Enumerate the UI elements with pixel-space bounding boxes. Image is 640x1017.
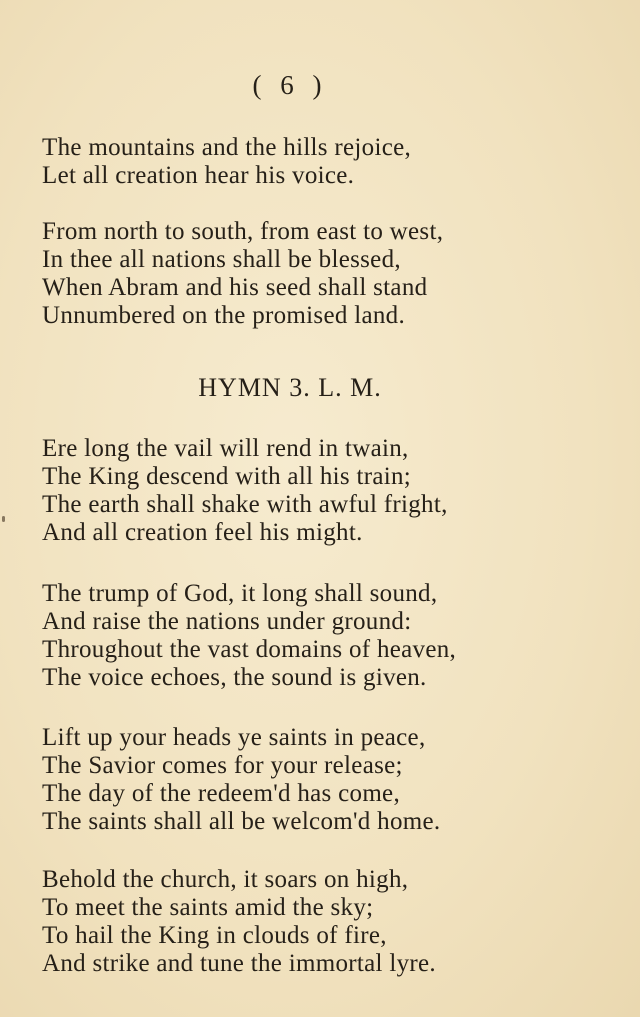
page-number: ( 6 ) [252,70,328,100]
verse-line: The earth shall shake with awful fright, [42,491,448,518]
verse-line: The voice echoes, the sound is given. [42,664,427,691]
hymn-title: HYMN 3. L. M. [198,373,382,402]
verse-line: When Abram and his seed shall stand [42,274,428,301]
verse-line: The trump of God, it long shall sound, [42,580,438,607]
verse-line: The mountains and the hills rejoice, [42,134,412,161]
hymn-stanza-3 [42,724,440,836]
verse-line: And all creation feel his might. [42,519,363,546]
verse-line: The day of the redeem'd has come, [42,780,401,807]
verse-line: The King descend with all his train; [42,463,412,490]
hymn-stanza-1 [42,435,448,547]
verse-line: To hail the King in clouds of fire, [42,922,387,949]
verse-line: In thee all nations shall be blessed, [42,246,401,273]
hymn-stanza-2 [42,580,456,692]
verse-line: And raise the nations under ground: [42,608,412,635]
verse-line: Throughout the vast domains of heaven, [42,636,457,663]
verse-line: Behold the church, it soars on high, [42,866,409,893]
verse-line: Unnumbered on the promised land. [42,302,405,329]
verse-line: Lift up your heads ye saints in peace, [42,724,426,751]
hymn-stanza-4 [42,866,436,978]
verse-line: And strike and tune the immortal lyre. [42,950,436,977]
verse-line: The Savior comes for your release; [42,752,403,779]
stanza-continuation-1 [42,134,411,190]
verse-line: Ere long the vail will rend in twain, [42,435,409,462]
paper-speck [2,516,5,522]
stanza-continuation-2 [42,218,443,330]
verse-line: To meet the saints amid the sky; [42,894,374,921]
verse-line: Let all creation hear his voice. [42,162,355,189]
verse-line: The saints shall all be welcom'd home. [42,808,441,835]
verse-line: From north to south, from east to west, [42,218,444,245]
